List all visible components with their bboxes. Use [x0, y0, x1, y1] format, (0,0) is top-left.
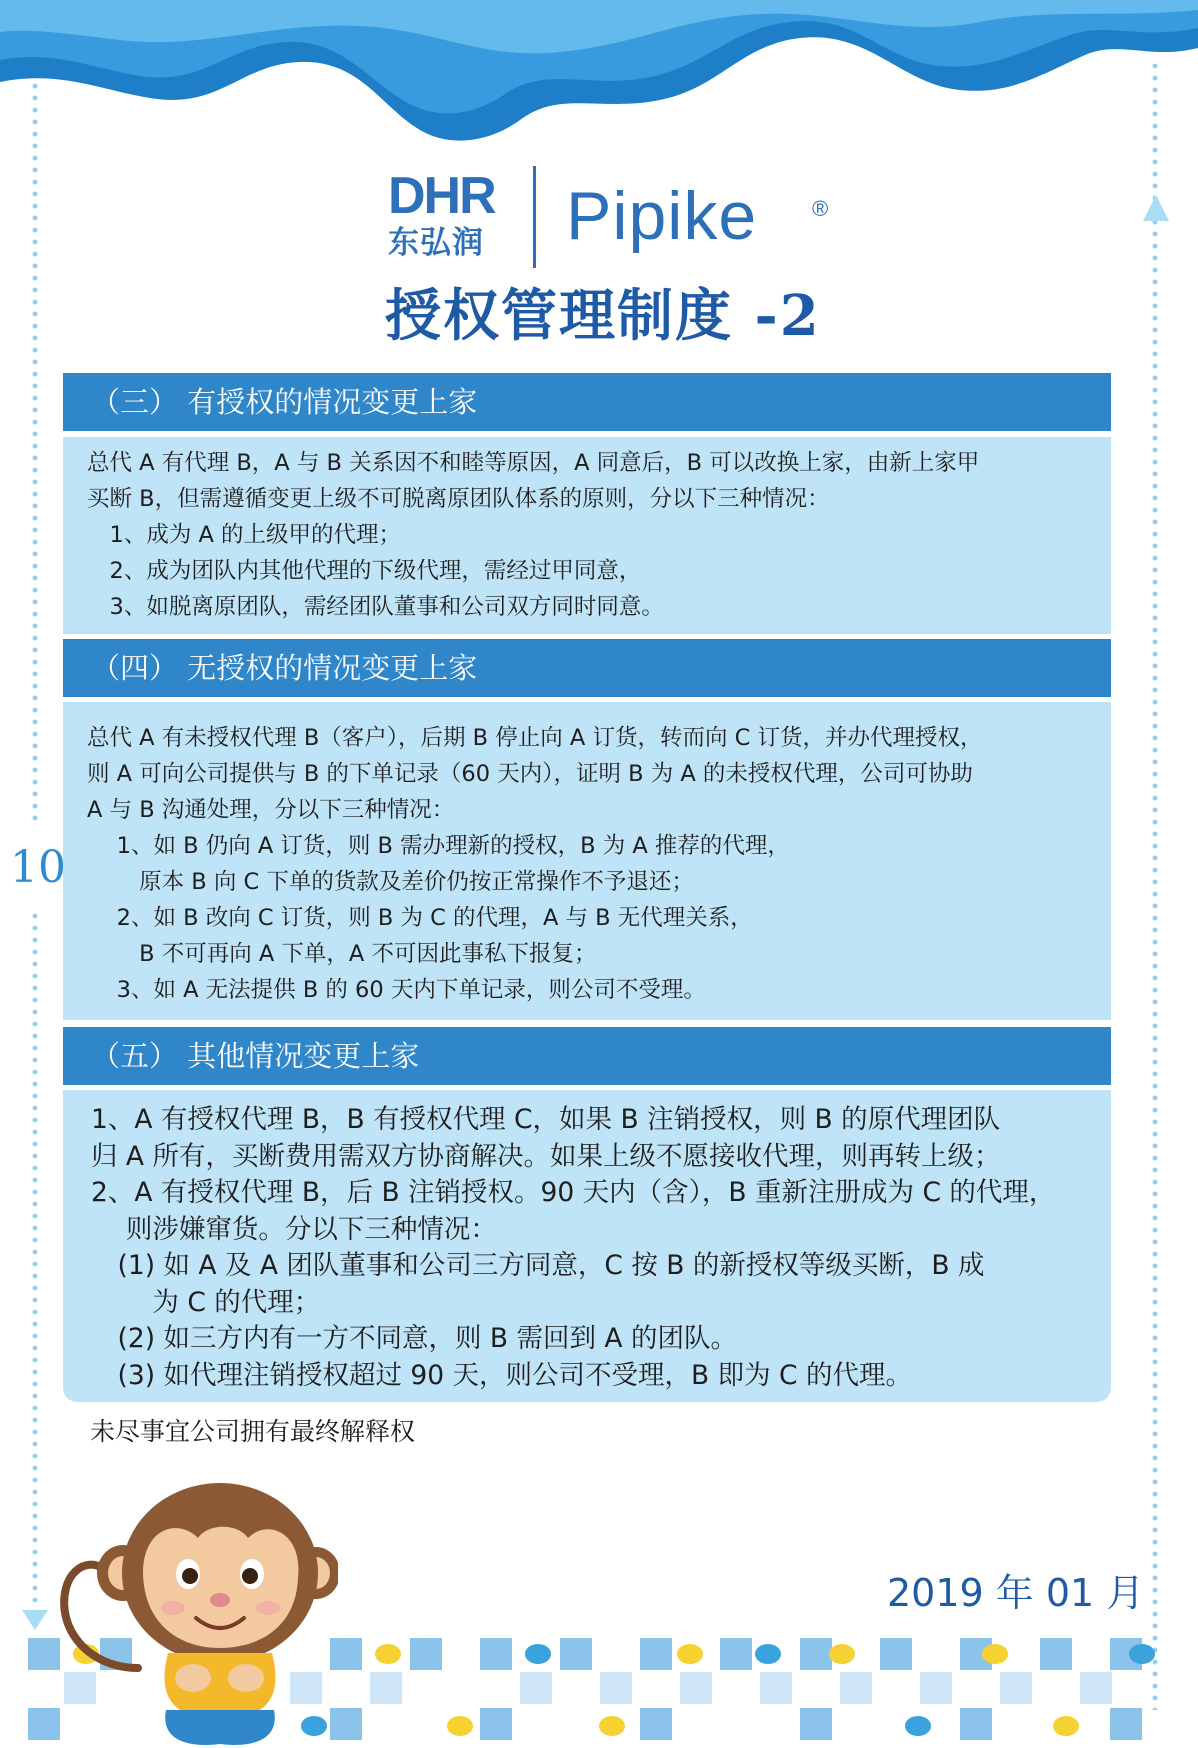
list-item: 原本 B 向 C 下单的货款及差价仍按正常操作不予退还；: [87, 869, 694, 895]
brand-name: Pipike: [566, 178, 758, 254]
arrow-down-icon: [20, 1608, 50, 1632]
section-heading-3: （三） 有授权的情况变更上家: [63, 373, 1111, 431]
page-number: 10: [10, 842, 66, 893]
list-item: (1) 如 A 及 A 团队董事和公司三方同意，C 按 B 的新授权等级买断，B 成: [91, 1250, 985, 1281]
monkey-illustration: [48, 1478, 338, 1748]
logo-letters: DHR: [388, 167, 495, 225]
list-item: 3、如脱离原团队，需经团队董事和公司双方同时同意。: [87, 594, 664, 620]
paragraph-line: 买断 B，但需遵循变更上级不可脱离原团队体系的原则，分以下三种情况：: [87, 486, 830, 512]
list-item: 2、如 B 改向 C 订货，则 B 为 C 的代理，A 与 B 无代理关系，: [87, 905, 753, 931]
logo-divider: [533, 166, 536, 268]
list-item: 归 A 所有，买断费用需双方协商解决。如果上级不愿接收代理，则再转上级；: [91, 1140, 1001, 1172]
section-heading-4: （四） 无授权的情况变更上家: [63, 639, 1111, 697]
list-item: (2) 如三方内有一方不同意，则 B 需回到 A 的团队。: [91, 1323, 737, 1354]
paragraph-line: 则 A 可向公司提供与 B 的下单记录（60 天内），证明 B 为 A 的未授权代理，公司可协助: [87, 761, 973, 787]
page-title: 授权管理制度 -2: [385, 283, 821, 349]
dotted-rail-left: [32, 80, 38, 825]
arrow-up-icon: [1141, 193, 1171, 223]
paragraph-line: 总代 A 有代理 B，A 与 B 关系因不和睦等原因，A 同意后，B 可以改换上家，由新上家甲: [87, 450, 980, 476]
paragraph-line: A 与 B 沟通处理，分以下三种情况：: [87, 797, 455, 823]
list-item: 2、A 有授权代理 B，后 B 注销授权。90 天内（含），B 重新注册成为 C 的代理，: [91, 1177, 1056, 1208]
wave-decoration: [0, 0, 1198, 150]
section-heading-5: （五） 其他情况变更上家: [63, 1027, 1111, 1085]
dotted-rail-right: [1152, 60, 1158, 1710]
dotted-rail-left-lower: [32, 910, 38, 1610]
list-item: 2、成为团队内其他代理的下级代理，需经过甲同意，: [87, 558, 642, 584]
list-item: 1、如 B 仍向 A 订货，则 B 需办理新的授权，B 为 A 推荐的代理，: [87, 833, 790, 859]
section-body-4: [63, 702, 1111, 1020]
list-item: 3、如 A 无法提供 B 的 60 天内下单记录，则公司不受理。: [87, 977, 706, 1003]
list-item: 1、成为 A 的上级甲的代理；: [87, 522, 402, 548]
paragraph-line: 总代 A 有未授权代理 B（客户），后期 B 停止向 A 订货，转而向 C 订货，并办代理授权，: [87, 725, 983, 751]
list-item: 1、A 有授权代理 B，B 有授权代理 C，如果 B 注销授权，则 B 的原代理团队: [91, 1104, 1001, 1135]
list-item: 则涉嫌窜货。分以下三种情况：: [91, 1213, 497, 1245]
logo-chinese: 东弘润: [388, 225, 484, 261]
registered-mark: ®: [812, 196, 829, 221]
section-body-5: [63, 1090, 1111, 1402]
dhr-logo: [388, 168, 503, 268]
section-body-3: [63, 437, 1111, 634]
footnote: 未尽事宜公司拥有最终解释权: [90, 1417, 416, 1446]
list-item: 为 C 的代理；: [91, 1286, 321, 1318]
list-item: (3) 如代理注销授权超过 90 天，则公司不受理，B 即为 C 的代理。: [91, 1359, 912, 1391]
date-label: 2019 年 01 月: [887, 1571, 1145, 1615]
list-item: B 不可再向 A 下单，A 不可因此事私下报复；: [87, 941, 597, 967]
